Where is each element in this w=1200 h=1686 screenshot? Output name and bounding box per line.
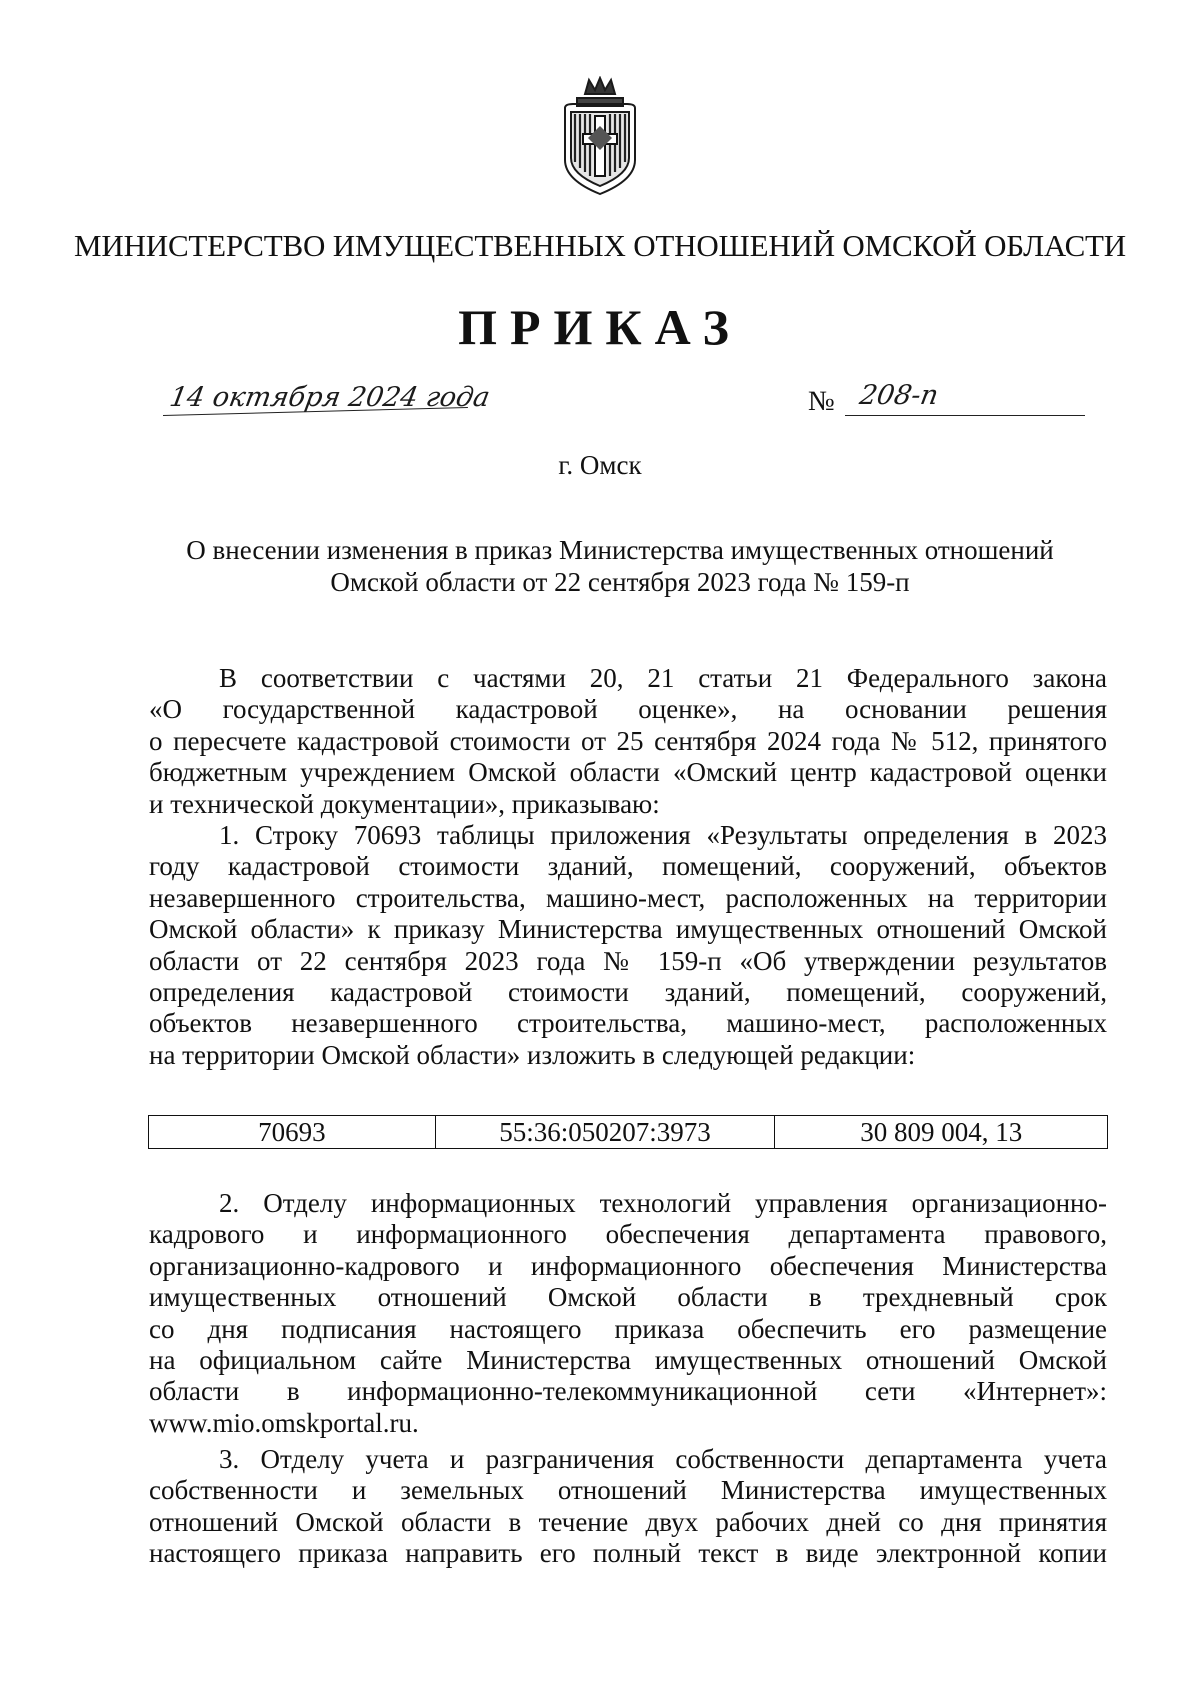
text-line: году кадастровой стоимости зданий, помещений, сооружений, объектов [149, 851, 1107, 882]
text-line: имущественных отношений Омской области в трехдневный срок [149, 1282, 1107, 1313]
text-line: «О государственной кадастровой оценке», на основании решения [149, 694, 1107, 725]
subject-line: О внесении изменения в приказ Министерства имущественных отношений [186, 535, 1054, 565]
text-line: на территории Омской области» изложить в следующей редакции: [149, 1039, 916, 1070]
order-subject [160, 534, 1080, 598]
text-line: объектов незавершенного строительства, машино-мест, расположенных [149, 1008, 1107, 1039]
text-line: 3. Отделу учета и разграничения собственности департамента учета [219, 1444, 1107, 1474]
text-line: и технической документации», приказываю: [149, 788, 660, 819]
text-line: собственности и земельных отношений Министерства имущественных [149, 1475, 1107, 1506]
text-line: незавершенного строительства, машино-мест, расположенных на территории [149, 882, 1107, 913]
document-type-title: ПРИКАЗ [458, 299, 742, 355]
handwritten-number: 208-п [857, 380, 941, 411]
text-line: определения кадастровой стоимости зданий, помещений, сооружений, [149, 976, 1107, 1007]
text-line: области от 22 сентября 2023 года № 159-п «Об утверждении результатов [149, 945, 1107, 976]
row-number-cell: 70693 [149, 1116, 436, 1149]
text-line: отношений Омской области в течение двух рабочих дней со дня принятия [149, 1506, 1107, 1537]
paragraph-item-2 [149, 1188, 1107, 1439]
text-line: www.mio.omskportal.ru. [149, 1407, 419, 1438]
handwritten-date: 14 октября 2024 года [167, 382, 493, 413]
coat-of-arms-emblem [555, 76, 645, 200]
ministry-name: МИНИСТЕРСТВО ИМУЩЕСТВЕННЫХ ОТНОШЕНИЙ ОМСКОЙ ОБЛАСТИ [74, 228, 1126, 263]
text-line: настоящего приказа направить его полный текст в виде электронной копии [149, 1538, 1107, 1569]
table-row [149, 1116, 1108, 1149]
text-line: области в информационно-телекоммуникационной сети «Интернет»: [149, 1376, 1107, 1407]
city-name: г. Омск [558, 450, 642, 480]
amended-table-row [148, 1115, 1108, 1149]
text-line: на официальном сайте Министерства имущественных отношений Омской [149, 1344, 1107, 1375]
number-underline [845, 415, 1085, 416]
text-line: со дня подписания настоящего приказа обеспечить его размещение [149, 1313, 1107, 1344]
subject-line: Омской области от 22 сентября 2023 года № 159-п [330, 567, 910, 597]
cadastral-number-cell: 55:36:050207:3973 [435, 1116, 775, 1149]
cadastral-value-cell: 30 809 004, 13 [775, 1116, 1108, 1149]
text-line: о пересчете кадастровой стоимости от 25 сентября 2024 года № 512, принятого [149, 725, 1107, 756]
text-line: Омской области» к приказу Министерства имущественных отношений Омской [149, 914, 1107, 945]
text-line: 1. Строку 70693 таблицы приложения «Результаты определения в 2023 [219, 819, 1107, 850]
text-line: В соответствии с частями 20, 21 статьи 21 Федерального закона [219, 663, 1107, 693]
text-line: 2. Отделу информационных технологий управления организационно- [219, 1188, 1107, 1218]
paragraph-item-3 [149, 1444, 1107, 1570]
number-label: № [808, 386, 835, 417]
text-line: организационно-кадрового и информационного обеспечения Министерства [149, 1250, 1107, 1281]
text-line: бюджетным учреждением Омской области «Омский центр кадастровой оценки [149, 757, 1107, 788]
paragraph-preamble-and-item-1 [149, 663, 1107, 1071]
text-line: кадрового и информационного обеспечения департамента правового, [149, 1219, 1107, 1250]
